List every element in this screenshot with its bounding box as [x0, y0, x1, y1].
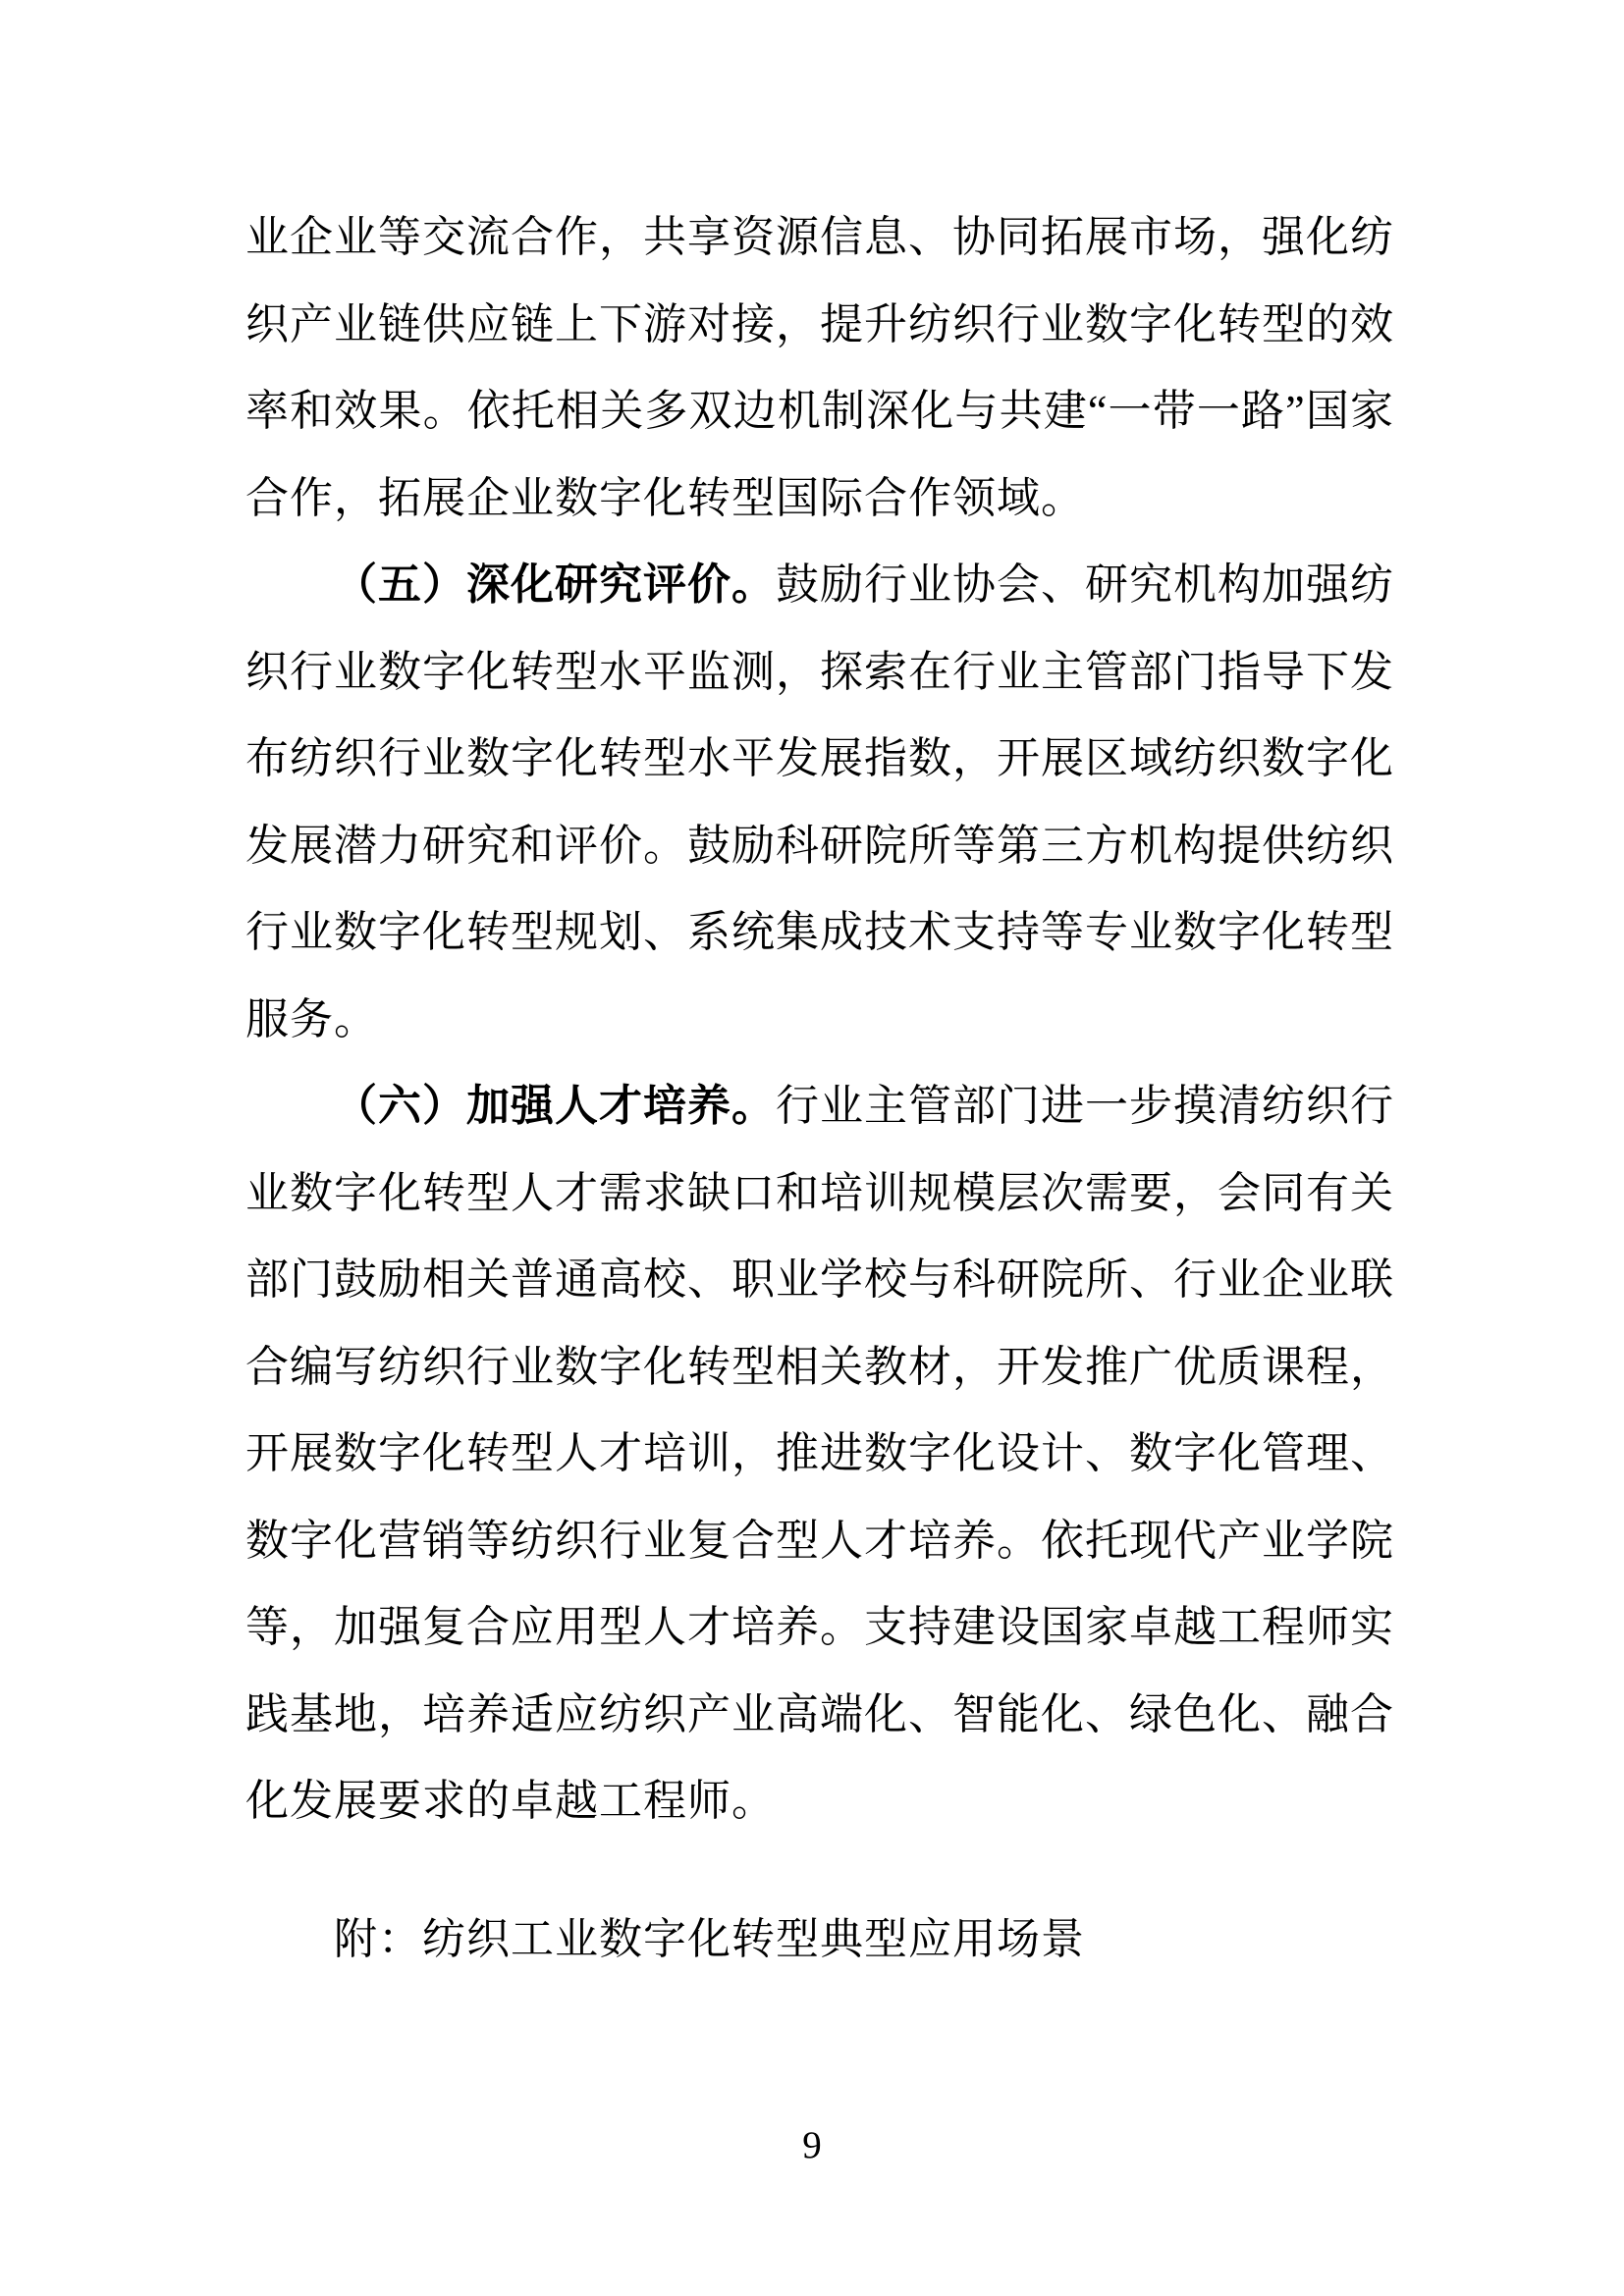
paragraph-text: 鼓励行业协会、研究机构加强纺织行业数字化转型水平监测，探索在行业主管部门指导下发布纺织行业数字化转型水平发展指数，开展区域纺织数字化发展潜力研究和评价。鼓励科研院所等第三方机构提供纺织行业数字化转型规划、系统集成技术支持等专业数字化转型服务。: [245, 561, 1394, 1043]
section-5-heading: （五）深化研究评价。: [334, 561, 776, 609]
section-5-paragraph: [245, 542, 1394, 1063]
paragraph-text: 业企业等交流合作，共享资源信息、协同拓展市场，强化纺织产业链供应链上下游对接，提升纺织行业数字化转型的效率和效果。依托相关多双边机制深化与共建“一带一路”国家合作，拓展企业数字化转型国际合作领域。: [245, 213, 1394, 522]
document-body: [245, 194, 1394, 1983]
page-number: 9: [802, 2124, 822, 2166]
section-6-heading: （六）加强人才培养。: [334, 1082, 776, 1130]
section-6-paragraph: [245, 1063, 1394, 1845]
paragraph-text: 行业主管部门进一步摸清纺织行业数字化转型人才需求缺口和培训规模层次需要，会同有关部门鼓励相关普通高校、职业学校与科研院所、行业企业联合编写纺织行业数字化转型相关教材，开发推广优质课程，开展数字化转型人才培训，推进数字化设计、数字化管理、数字化营销等纺织行业复合型人才培养。依托现代产业学院等，加强复合应用型人才培养。支持建设国家卓越工程师实践基地，培养适应纺织产业高端化、智能化、绿色化、融合化发展要求的卓越工程师。: [245, 1082, 1394, 1825]
attachment-text: 附：纺织工业数字化转型典型应用场景: [334, 1914, 1085, 1963]
attachment-note: [245, 1896, 1394, 1984]
paragraph-continuation: [245, 194, 1394, 542]
